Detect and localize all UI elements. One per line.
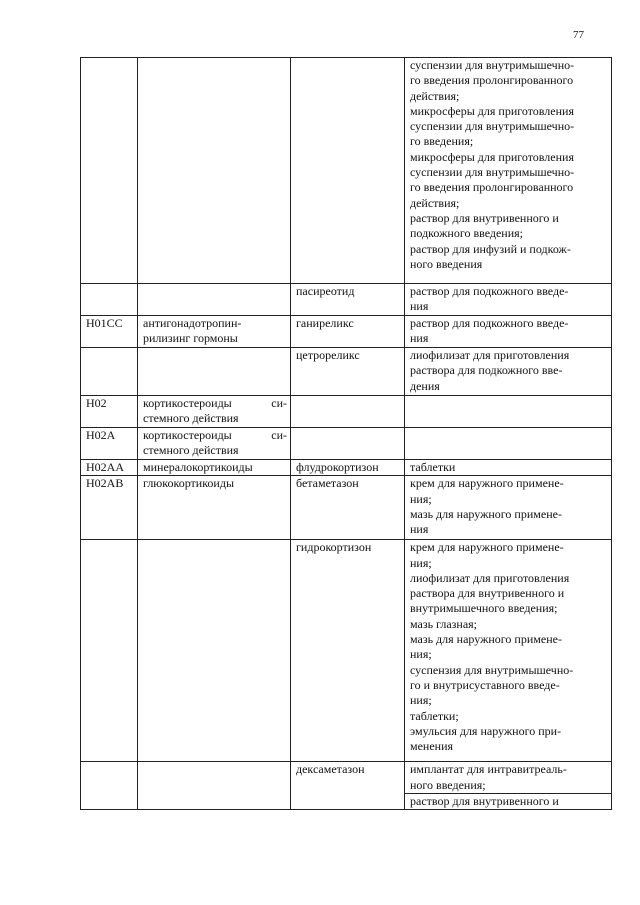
- atc-code-cell: H01CC: [81, 316, 138, 348]
- atc-code-cell: [81, 348, 138, 396]
- group-cell: [138, 348, 291, 396]
- group-cell: антигонадотропин- рилизинг гормоны: [138, 316, 291, 348]
- substance-cell: дексаметазон: [291, 762, 405, 810]
- table-row: [81, 58, 612, 284]
- substance-cell: гидрокортизон: [291, 540, 405, 762]
- group-cell: [138, 540, 291, 762]
- table-row: [81, 396, 612, 428]
- dosage-forms-cell: лиофилизат для приготовления раствора для подкожного вве- дения: [405, 348, 612, 396]
- table-row: [81, 460, 612, 476]
- table-row: [81, 476, 612, 540]
- dosage-forms-cell: [405, 428, 612, 460]
- substance-cell: бетаметазон: [291, 476, 405, 540]
- atc-code-cell: [81, 762, 138, 810]
- table-row: [81, 762, 612, 810]
- dosage-forms-cell: крем для наружного примене- ния; мазь для наружного примене- ния: [405, 476, 612, 540]
- dosage-forms-cell: крем для наружного примене- ния; лиофилизат для приготовления раствора для внутривенного и внутримышечного введения; мазь глазная; мазь для наружного примене- ния; суспензия для внутримышечно- го и внутрисуставного введе- ния; таблетки; эмульсия для наружного при- менения: [405, 540, 612, 762]
- substance-cell: [291, 396, 405, 428]
- group-cell: минералокортикоиды: [138, 460, 291, 476]
- dosage-forms-cell: раствор для подкожного введе- ния: [405, 316, 612, 348]
- group-cell: [138, 58, 291, 284]
- group-cell: кортикостероиды си- стемного действия: [138, 428, 291, 460]
- substance-cell: флудрокортизон: [291, 460, 405, 476]
- atc-code-cell: [81, 540, 138, 762]
- table-row: [81, 540, 612, 762]
- atc-code-cell: H02A: [81, 428, 138, 460]
- group-cell: [138, 762, 291, 810]
- table-row: [81, 316, 612, 348]
- page-number: 77: [573, 29, 584, 41]
- substance-cell: ганиреликс: [291, 316, 405, 348]
- substance-cell: [291, 58, 405, 284]
- dosage-forms-cell: таблетки: [405, 460, 612, 476]
- substance-cell: пасиреотид: [291, 284, 405, 316]
- atc-code-cell: [81, 284, 138, 316]
- group-cell: кортикостероиды си- стемного действия: [138, 396, 291, 428]
- atc-code-cell: [81, 58, 138, 284]
- table-row: [81, 284, 612, 316]
- atc-code-cell: H02AA: [81, 460, 138, 476]
- drug-table: [80, 57, 612, 810]
- table-row: [81, 428, 612, 460]
- dosage-forms-cell: раствор для подкожного введе- ния: [405, 284, 612, 316]
- atc-code-cell: H02AB: [81, 476, 138, 540]
- substance-cell: [291, 428, 405, 460]
- table-row: [81, 348, 612, 396]
- group-cell: глюкокортикоиды: [138, 476, 291, 540]
- dosage-forms-cell: имплантат для интравитреаль- ного введения; раствор для внутривенного и: [405, 762, 612, 810]
- dosage-forms-cell: [405, 396, 612, 428]
- group-cell: [138, 284, 291, 316]
- substance-cell: цетрореликс: [291, 348, 405, 396]
- atc-code-cell: H02: [81, 396, 138, 428]
- dosage-forms-cell: суспензии для внутримышечно- го введения пролонгированного действия; микросферы для приготовления суспензии для внутримышечно- го введения; микросферы для приготовления суспензии для внутримышечно- го введения пролонгированного действия; раствор для внутривенного и подкожного введения; раствор для инфузий и подкож- ного введения: [405, 58, 612, 284]
